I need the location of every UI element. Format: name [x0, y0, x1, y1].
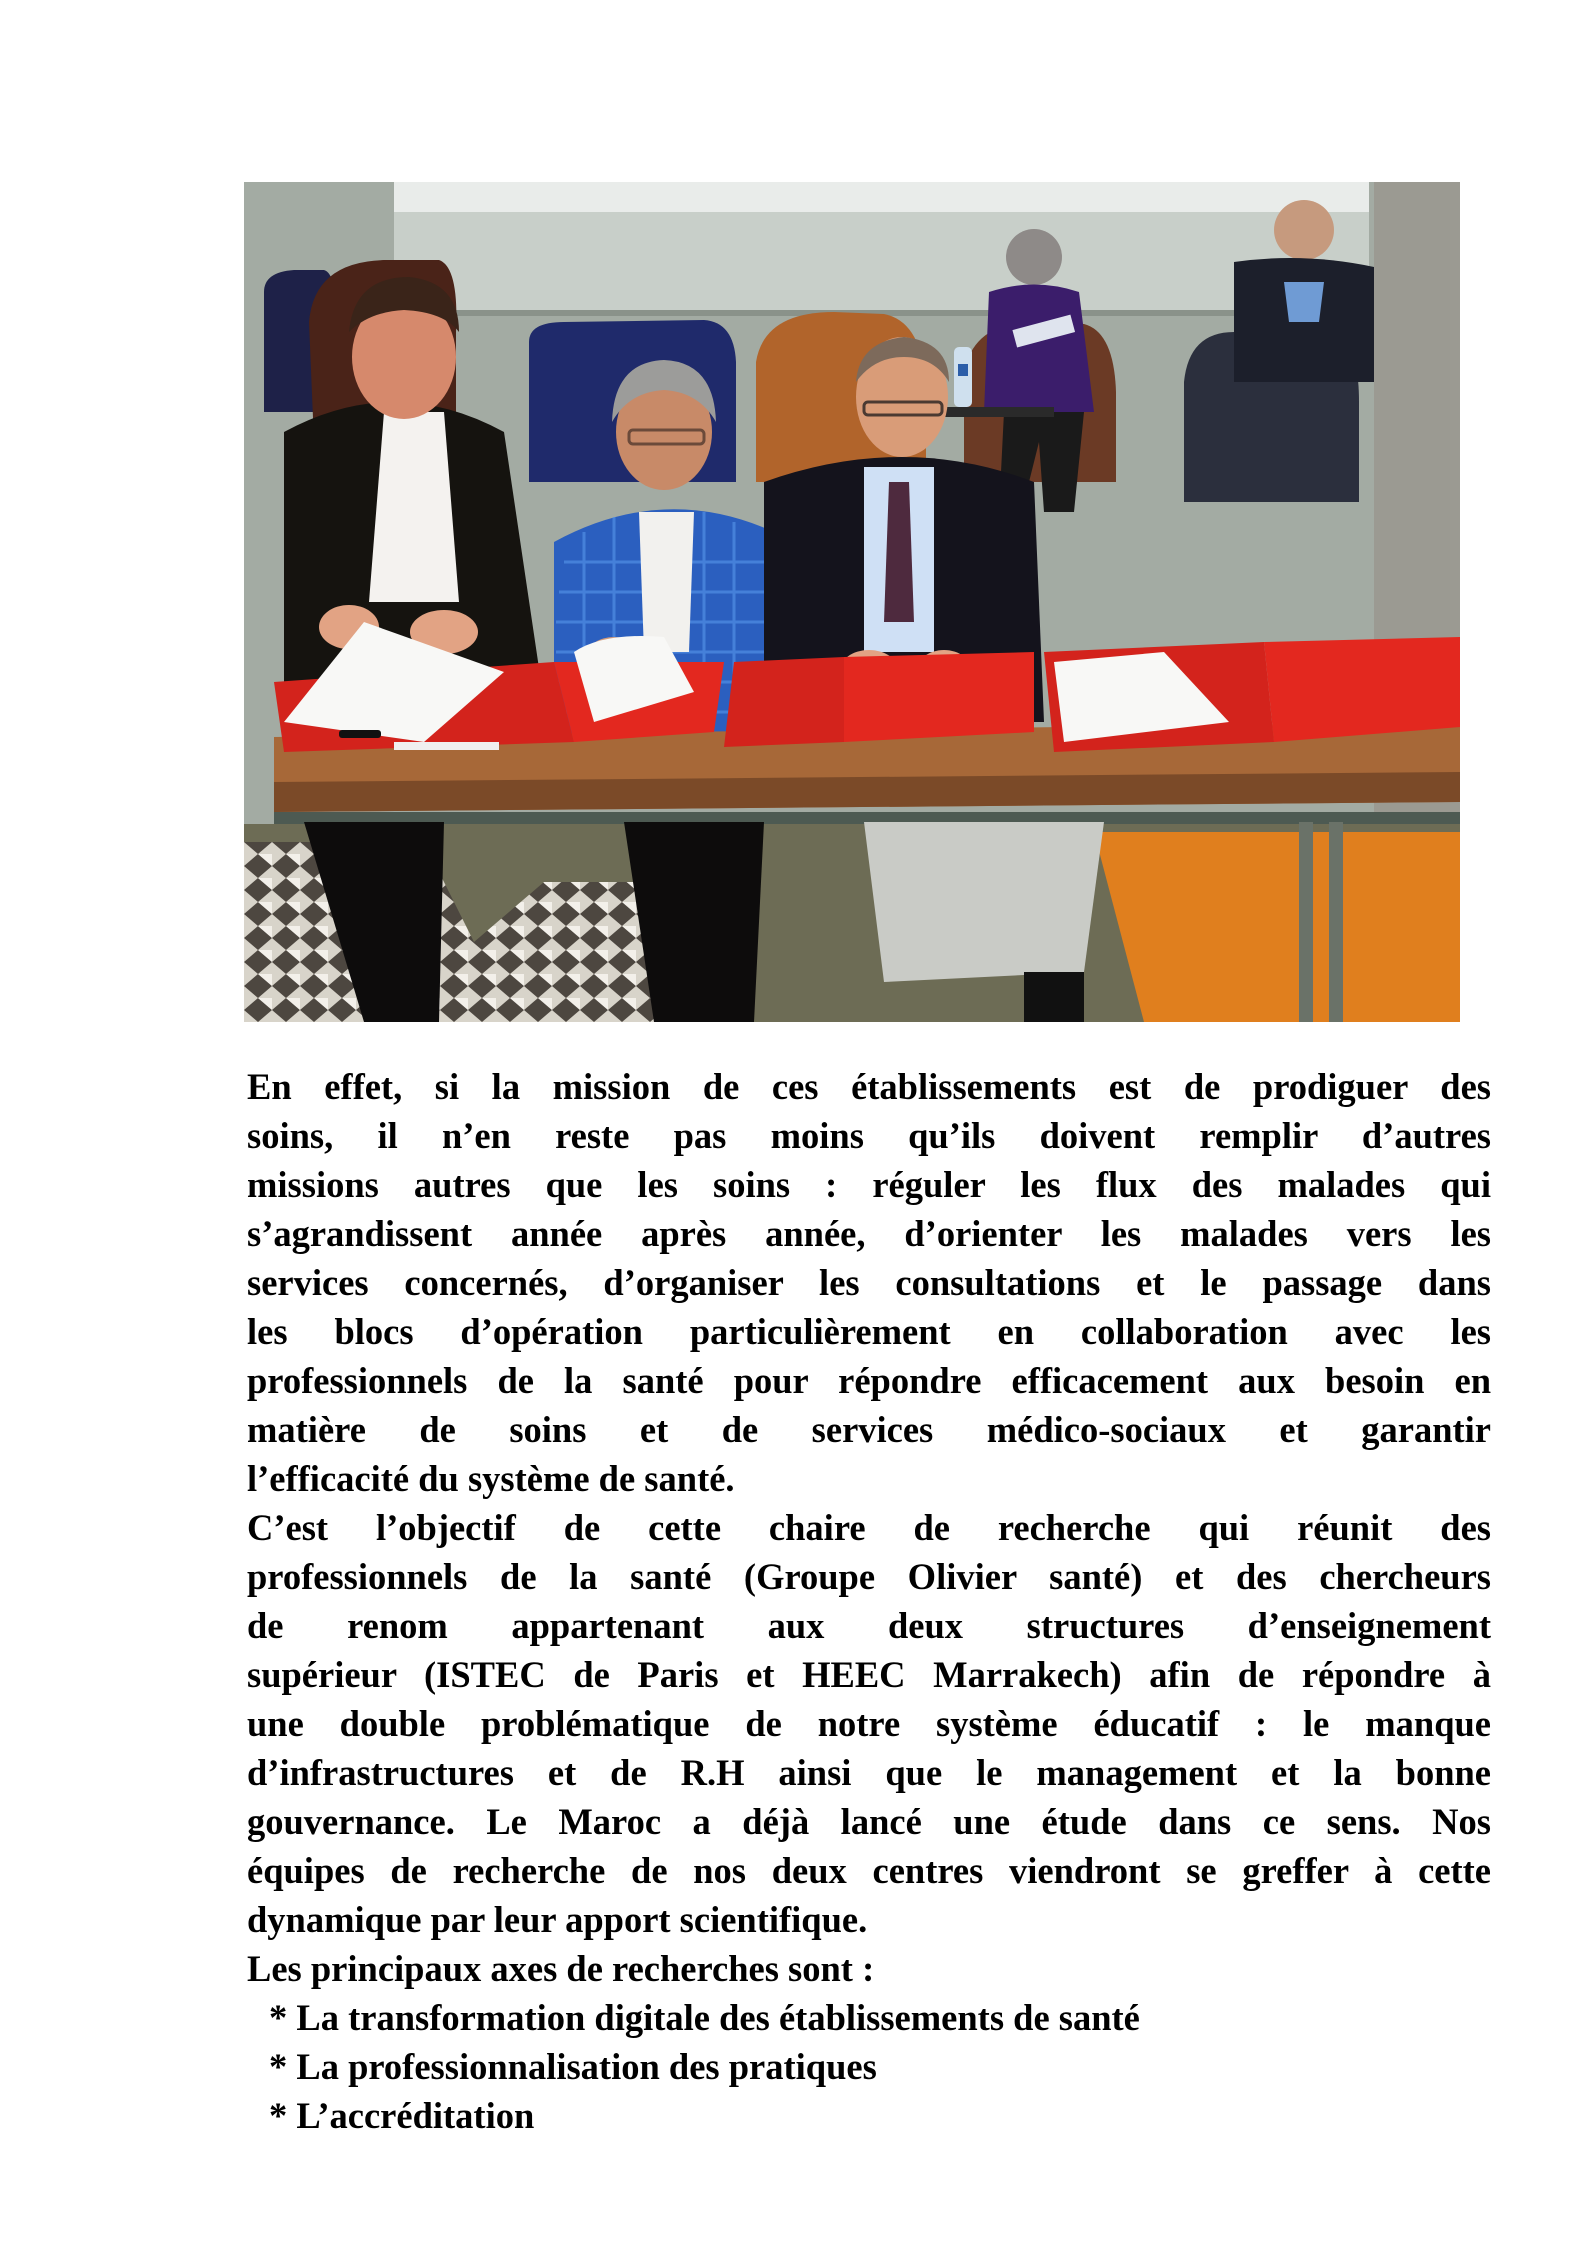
- signer-right-trousers: [864, 822, 1104, 982]
- orange-carpet: [1094, 832, 1460, 1022]
- research-axes-list: [247, 1993, 1491, 2140]
- screen-top: [394, 182, 1369, 212]
- signer-left-shirt: [369, 412, 459, 602]
- text-line: de renom appartenant aux deux structures d’enseignement: [247, 1605, 1491, 1646]
- text-line: professionnels de la santé pour répondre efficacement aux besoin en: [247, 1360, 1491, 1401]
- signer-right-shoe: [1024, 972, 1084, 1022]
- photo-illustration: [244, 182, 1460, 1022]
- text-line: s’agrandissent année après année, d’orienter les malades vers les: [247, 1213, 1491, 1254]
- text-line: services concernés, d’organiser les consultations et le passage dans: [247, 1262, 1491, 1303]
- audience-woman-head: [1006, 229, 1062, 285]
- text-line: les blocs d’opération particulièrement en collaboration avec les: [247, 1311, 1491, 1352]
- text-line: d’infrastructures et de R.H ainsi que le management et la bonne: [247, 1752, 1491, 1793]
- audience-man-head: [1274, 200, 1334, 260]
- paper-slip: [394, 742, 499, 750]
- bottle-label: [958, 364, 968, 376]
- audience-man-shirt: [1284, 282, 1324, 322]
- text-line: soins, il n’en reste pas moins qu’ils doivent remplir d’autres: [247, 1115, 1491, 1156]
- audience-woman-body: [984, 285, 1094, 413]
- text-line: dynamique par leur apport scientifique.: [247, 1899, 868, 1940]
- table-leg-3: [1299, 822, 1313, 1022]
- list-item: * La professionnalisation des pratiques: [269, 2046, 877, 2087]
- folder-center-b: [844, 652, 1034, 742]
- text-line: C’est l’objectif de cette chaire de recherche qui réunit des: [247, 1507, 1491, 1548]
- water-bottle: [954, 347, 972, 407]
- axes-intro: Les principaux axes de recherches sont :: [247, 1948, 875, 1989]
- table-leg-4: [1329, 822, 1343, 1022]
- folder-center-a: [724, 657, 844, 747]
- projection-screen: [394, 212, 1369, 312]
- text-line: gouvernance. Le Maroc a déjà lancé une étude dans ce sens. Nos: [247, 1801, 1491, 1842]
- text-line: supérieur (ISTEC de Paris et HEEC Marrakech) afin de répondre à: [247, 1654, 1491, 1695]
- text-line: missions autres que les soins : réguler les flux des malades qui: [247, 1164, 1491, 1205]
- signer-center-shirt: [639, 512, 694, 652]
- text-line: équipes de recherche de nos deux centres viendront se greffer à cette: [247, 1850, 1491, 1891]
- text-line: matière de soins et de services médico-sociaux et garantir: [247, 1409, 1491, 1450]
- text-line: En effet, si la mission de ces établissements est de prodiguer des: [247, 1066, 1491, 1107]
- list-item: * L’accréditation: [269, 2095, 535, 2136]
- body-text: [247, 1062, 1491, 2140]
- folder-right-b: [1264, 637, 1460, 742]
- pen-on-table: [339, 730, 381, 738]
- signer-right-tie: [884, 482, 914, 622]
- text-line: l’efficacité du système de santé.: [247, 1458, 735, 1499]
- text-line: professionnels de la santé (Groupe Olivier santé) et des chercheurs: [247, 1556, 1491, 1597]
- paragraph-2: [247, 1503, 1491, 1944]
- list-item: * La transformation digitale des établissements de santé: [269, 1997, 1140, 2038]
- text-line: une double problématique de notre système éducatif : le manque: [247, 1703, 1491, 1744]
- paragraph-1: [247, 1062, 1491, 1503]
- signing-ceremony-photo: [244, 182, 1460, 1022]
